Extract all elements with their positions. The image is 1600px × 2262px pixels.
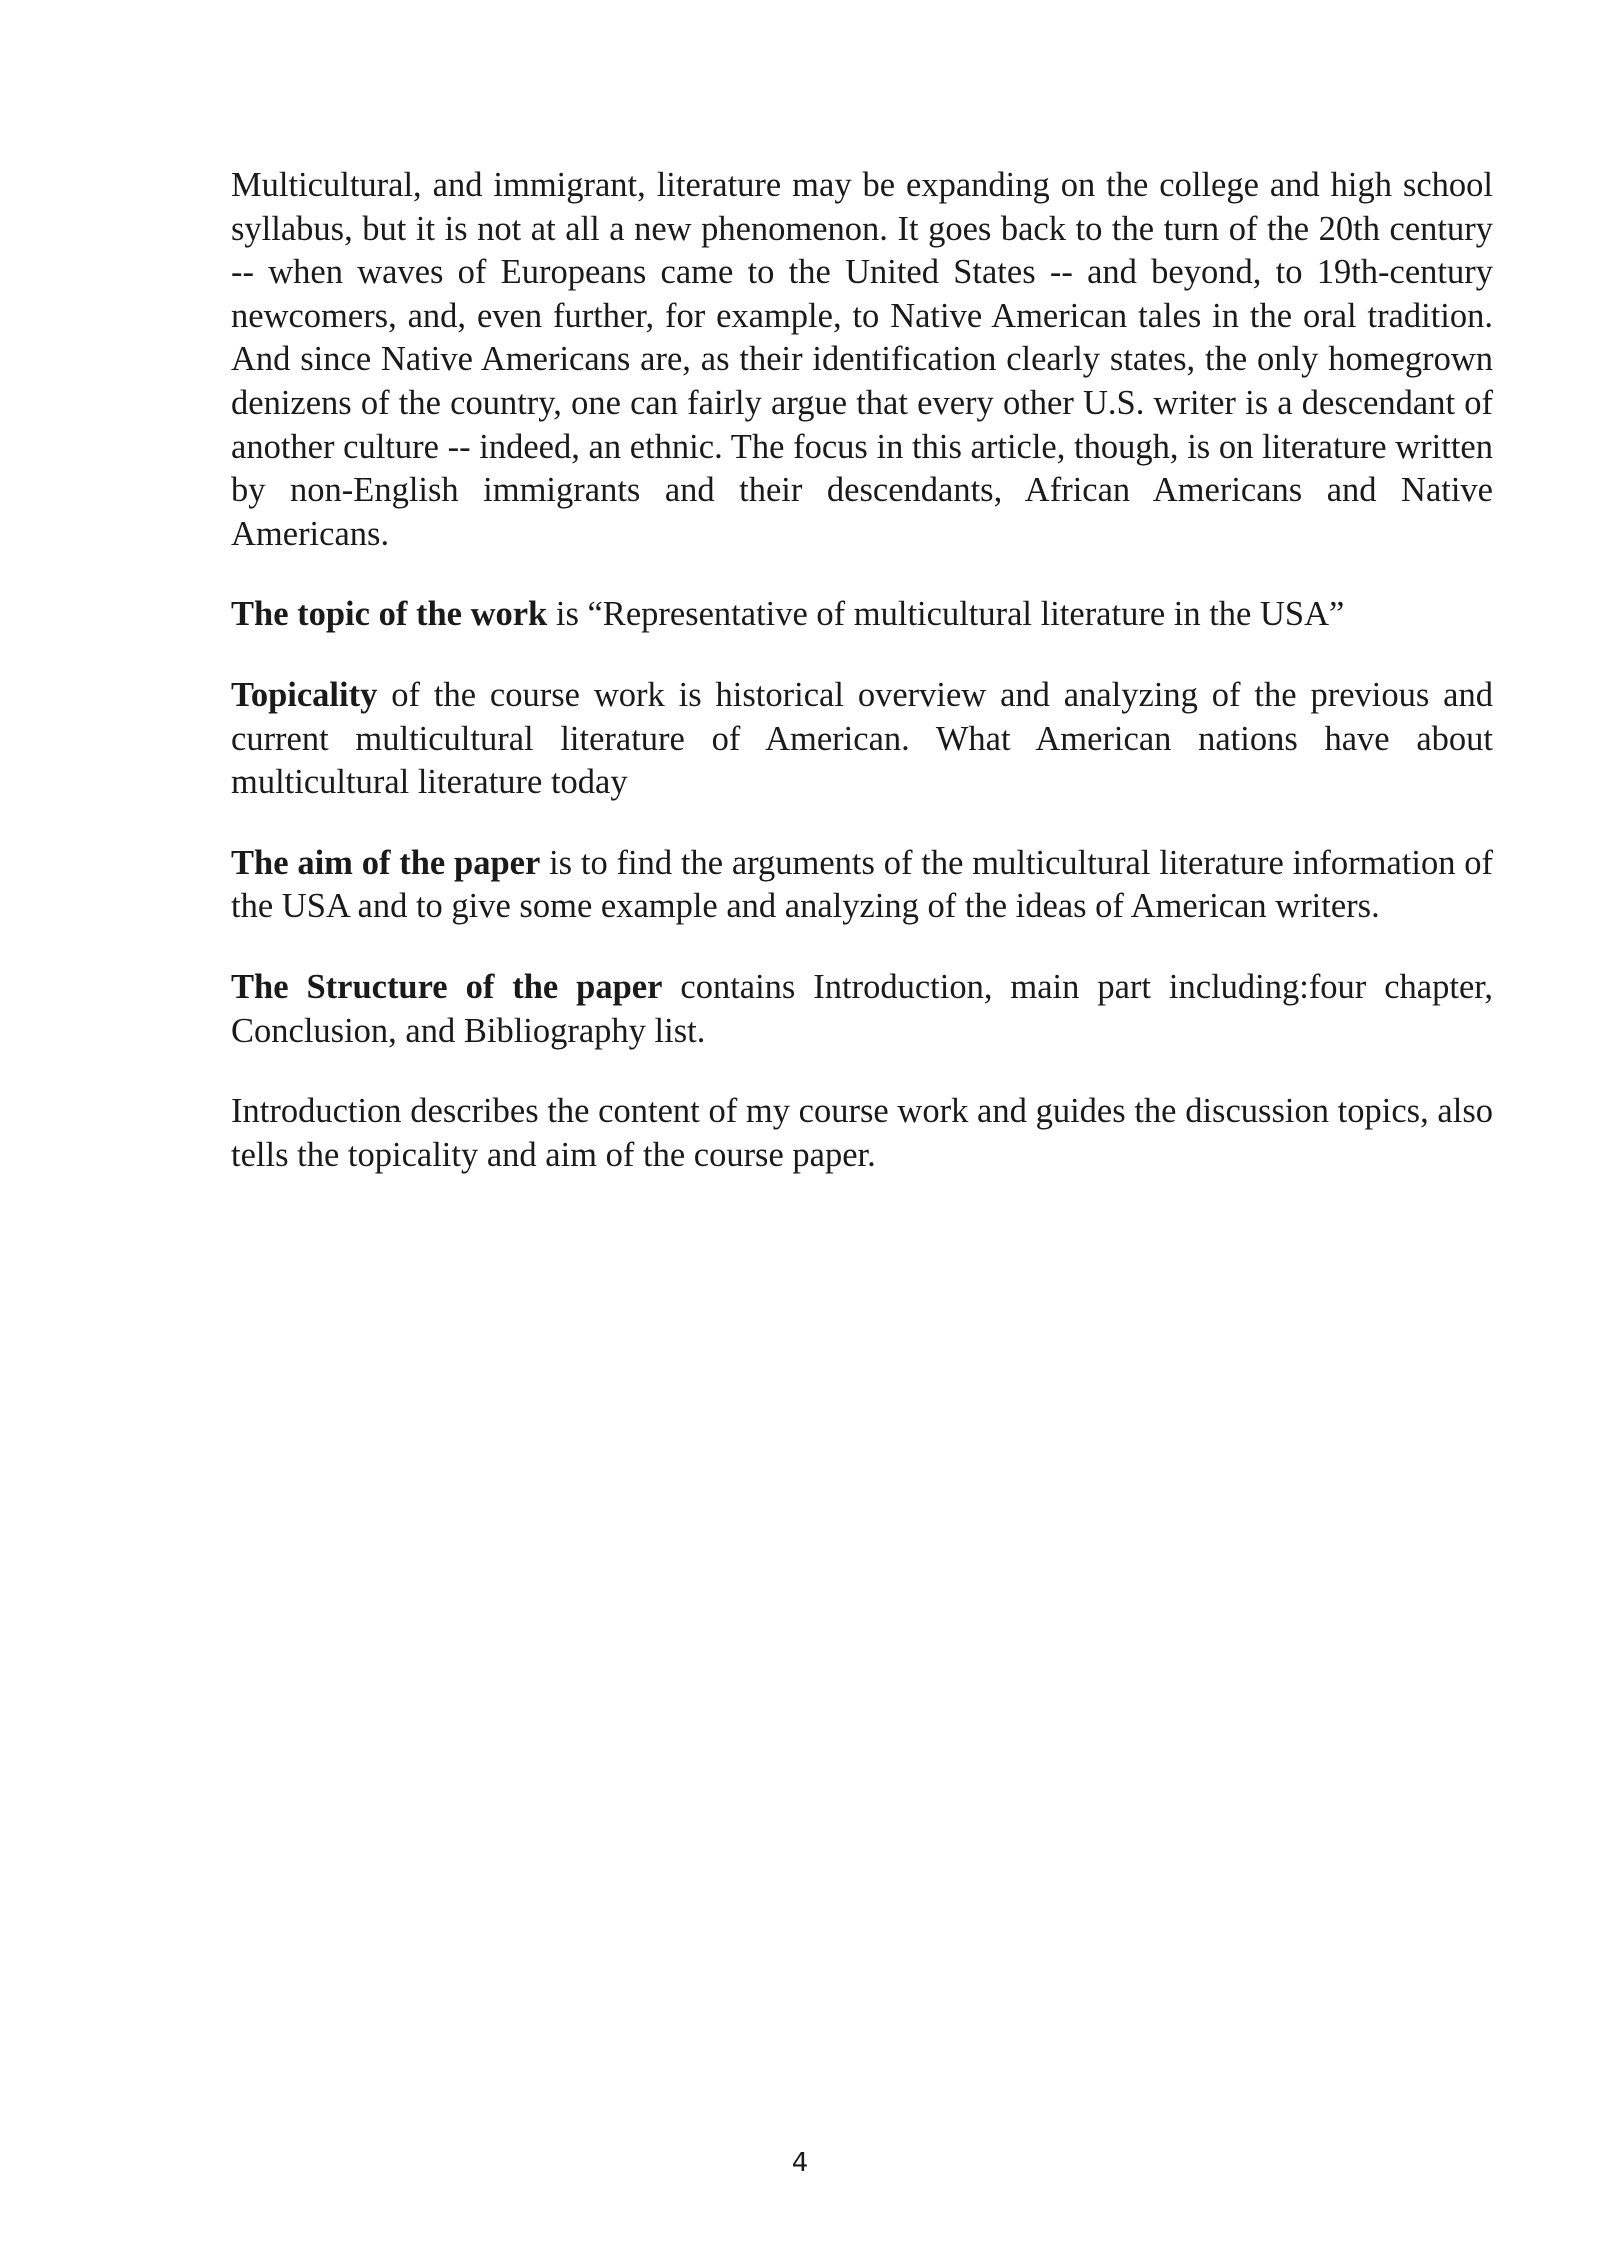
structure-text: contains Introduction, main part including:four chapter, Conclusion, and Bibliography list. (231, 967, 1493, 1050)
page-body (231, 164, 1493, 1214)
topic-paragraph (231, 593, 1493, 637)
aim-label: The aim of the paper (231, 843, 541, 882)
structure-paragraph (231, 966, 1493, 1053)
intro-paragraph: Multicultural, and immigrant, literature may be expanding on the college and high school syllabus, but it is not at all a new phenomenon. It goes back to the turn of the 20th century -- when waves of Europeans came to the United States -- and beyond, to 19th-century newcomers, and, even further, for example, to Native American tales in the oral tradition. And since Native Americans are, as their identification clearly states, the only homegrown denizens of the country, one can fairly argue that every other U.S. writer is a descendant of another culture -- indeed, an ethnic. The focus in this article, though, is on literature written by non-English immigrants and their descendants, African Americans and Native Americans. (231, 166, 1493, 553)
topicality-label: Topicality (231, 675, 378, 714)
aim-text: is to find the arguments of the multicultural literature information of the USA and to give some example and analyzing of the ideas of American writers. (231, 843, 1493, 926)
topic-text: is “Representative of multicultural literature in the USA” (547, 595, 1345, 634)
topic-label: The topic of the work (231, 595, 548, 634)
page-number: 4 (791, 2148, 809, 2178)
structure-label: The Structure of the paper (231, 967, 663, 1006)
aim-paragraph (231, 842, 1493, 929)
closing-paragraph: Introduction describes the content of my course work and guides the discussion topics, also tells the topicality and aim of the course paper. (231, 1092, 1493, 1174)
topicality-paragraph (231, 674, 1493, 805)
topicality-text: of the course work is historical overview and analyzing of the previous and current multicultural literature of American. What American nations have about multicultural literature today (231, 675, 1493, 802)
